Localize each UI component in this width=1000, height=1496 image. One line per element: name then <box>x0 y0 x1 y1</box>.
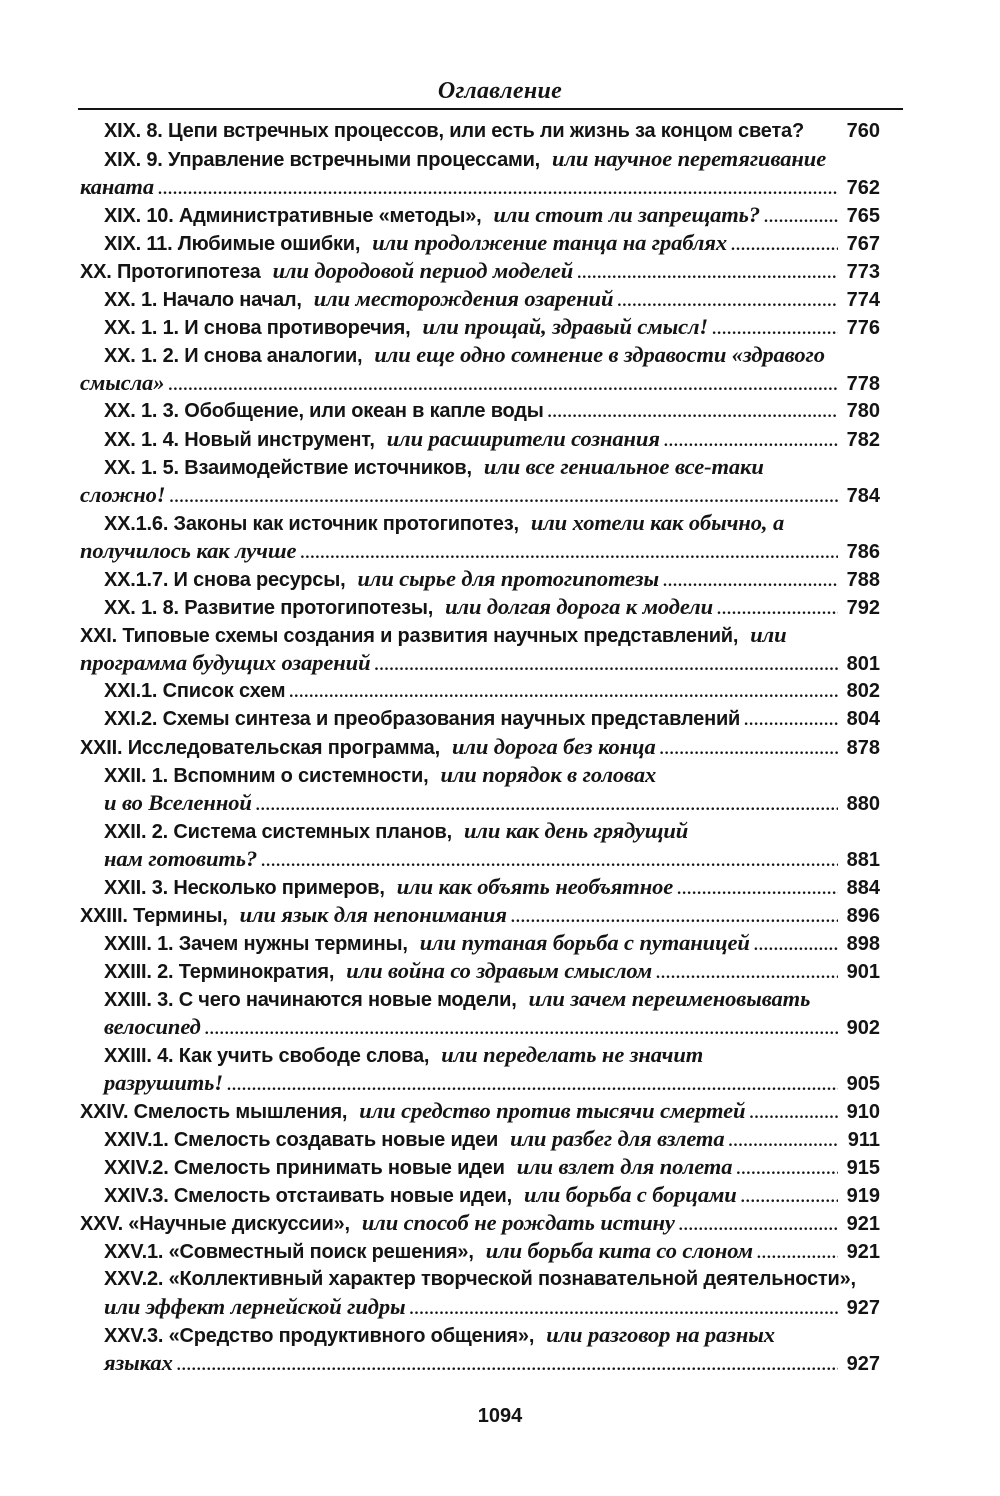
toc-page-number: 782 <box>846 429 880 451</box>
toc-entry-subtitle: или сырье для протогипотезы <box>357 566 659 591</box>
toc-page-number: 927 <box>846 1353 880 1375</box>
toc-entry-subtitle: или борьба кита со слоном <box>485 1238 753 1263</box>
dot-leader <box>679 1213 838 1239</box>
toc-entry <box>80 1210 880 1239</box>
toc-entry <box>80 538 880 567</box>
dot-leader <box>660 737 838 763</box>
toc-entry <box>104 286 880 315</box>
dot-leader <box>168 373 838 399</box>
toc-page-number: 784 <box>846 485 880 507</box>
dot-leader <box>757 1241 838 1267</box>
toc-entry-title: XX. 1. 8. Развитие протогипотезы, <box>104 597 434 619</box>
toc-entry <box>80 174 880 203</box>
dot-leader <box>158 177 838 203</box>
toc-entry-title: XXIV.2. Смелость принимать новые идеи <box>104 1157 505 1179</box>
page-number: 1094 <box>477 1405 523 1427</box>
toc-entry-subtitle: или язык для непонимания <box>239 902 507 927</box>
toc-page-number: 915 <box>846 1157 880 1179</box>
dot-leader <box>764 205 838 231</box>
toc-entry-subtitle: или зачем переименовывать <box>528 986 811 1011</box>
dot-leader <box>717 597 838 623</box>
toc-entry-subtitle: каната <box>80 174 154 199</box>
toc-entry-title: XIX. 8. Цепи встречных процессов, или есть ли жизнь за концом света? <box>104 120 804 142</box>
toc-entry-subtitle: нам готовить? <box>104 846 258 871</box>
running-title: Оглавление <box>437 78 563 104</box>
toc-page-number: 776 <box>846 317 880 339</box>
toc-entry-title: XXII. Исследовательская программа, <box>80 737 440 759</box>
dot-leader <box>261 849 838 875</box>
dot-leader <box>410 1297 838 1323</box>
toc-page-number: 919 <box>846 1185 880 1207</box>
toc-entry <box>104 1126 880 1155</box>
toc-page-number: 878 <box>846 737 880 759</box>
toc-entry <box>104 1238 880 1267</box>
toc-entry <box>104 1154 880 1183</box>
toc-entry-subtitle: и во Вселенной <box>104 790 252 815</box>
dot-leader <box>177 1353 838 1379</box>
toc-entry <box>104 510 880 537</box>
dot-leader <box>256 793 838 819</box>
toc-entry <box>80 734 880 763</box>
dot-leader <box>754 933 838 959</box>
dot-leader <box>300 541 838 567</box>
toc-entry-subtitle: сложно! <box>80 482 166 507</box>
toc-entry <box>80 650 880 679</box>
toc-entry-title: XX. 1. 4. Новый инструмент, <box>104 429 375 451</box>
toc-entry-subtitle: получилось как лучше <box>80 538 297 563</box>
dot-leader <box>577 261 838 287</box>
dot-leader <box>677 877 838 903</box>
toc-page-number: 773 <box>846 261 880 283</box>
toc-entry <box>104 930 880 959</box>
toc-entry <box>104 230 880 259</box>
toc-entry-title: XXV.2. «Коллективный характер творческой познавательной деятельности», <box>104 1268 856 1290</box>
toc-entry-title: XXI.2. Схемы синтеза и преобразования научных представлений <box>104 708 741 730</box>
toc-page-number: 880 <box>846 793 880 815</box>
toc-entry <box>104 454 880 481</box>
toc-entry-subtitle: или стоит ли запрещать? <box>493 202 760 227</box>
toc-entry-title: XXIII. Термины, <box>80 905 228 927</box>
toc-page-number: 801 <box>846 653 880 675</box>
toc-entry-subtitle: или долгая дорога к модели <box>445 594 713 619</box>
toc-entry-subtitle: или дородовой период моделей <box>272 258 574 283</box>
toc-entry-title: XX.1.7. И снова ресурсы, <box>104 569 346 591</box>
toc-entry-subtitle: или прощай, здравый смысл! <box>422 314 709 339</box>
toc-entry <box>104 1014 880 1043</box>
toc-entry-title: XXII. 3. Несколько примеров, <box>104 877 385 899</box>
toc-entry-title: XX. 1. 5. Взаимодействие источников, <box>104 457 472 479</box>
toc-entry <box>80 1098 880 1127</box>
toc-page-number: 902 <box>846 1017 880 1039</box>
toc-entry-subtitle: или еще одно сомнение в здравости «здравого <box>374 342 825 367</box>
dot-leader <box>744 708 838 734</box>
dot-leader <box>736 1157 838 1183</box>
dot-leader <box>227 1073 838 1099</box>
toc-entry <box>104 846 880 875</box>
toc-entry-title: XX.1.6. Законы как источник протогипотез, <box>104 513 519 535</box>
toc-entry-title: XXIV. Смелость мышления, <box>80 1101 348 1123</box>
toc-entry-title: XX. 1. 1. И снова противоречия, <box>104 317 411 339</box>
toc-entry-subtitle: или разговор на разных <box>546 1322 775 1347</box>
toc-entry-subtitle: разрушить! <box>104 1070 224 1095</box>
toc-entry <box>104 874 880 903</box>
toc-entry-title: XX. 1. 3. Обобщение, или океан в капле воды <box>104 400 544 422</box>
toc-entry <box>104 146 880 173</box>
toc-entry-title: XXIII. 2. Терминократия, <box>104 961 335 983</box>
toc-entry-subtitle: или эффект лернейской гидры <box>104 1294 406 1319</box>
toc-page-number: 910 <box>846 1101 880 1123</box>
toc-entry-subtitle: или путаная борьба с путаницей <box>419 930 750 955</box>
dot-leader <box>664 429 838 455</box>
toc-entry-title: XXI. Типовые схемы создания и развития научных представлений, <box>80 625 739 647</box>
toc-page-number: 921 <box>846 1213 880 1235</box>
toc-entry <box>104 566 880 595</box>
toc-page-number: 802 <box>846 680 880 702</box>
toc-entry <box>80 370 880 399</box>
dot-leader <box>169 485 838 511</box>
toc-entry-subtitle: или продолжение танца на граблях <box>372 230 727 255</box>
toc-entry-title: XIX. 10. Административные «методы», <box>104 205 482 227</box>
dot-leader <box>731 233 838 259</box>
toc-page-number: 804 <box>846 708 880 730</box>
toc-entry-subtitle: или дорога без конца <box>451 734 656 759</box>
toc-entry-subtitle: или борьба с борцами <box>523 1182 737 1207</box>
toc-entry-title: XXII. 2. Система системных планов, <box>104 821 452 843</box>
toc-page-number: 788 <box>846 569 880 591</box>
dot-leader <box>511 905 838 931</box>
toc-entry-subtitle: или взлет для полета <box>516 1154 733 1179</box>
toc-entry-title: XIX. 9. Управление встречными процессами, <box>104 149 541 171</box>
toc-entry <box>104 706 880 734</box>
toc-entry <box>104 1182 880 1211</box>
toc-entry-title: XXII. 1. Вспомним о системности, <box>104 765 429 787</box>
dot-leader <box>289 680 838 706</box>
toc-page-number: 901 <box>846 961 880 983</box>
toc-page-number: 905 <box>846 1073 880 1095</box>
toc-entry <box>104 342 880 369</box>
dot-leader <box>617 289 838 315</box>
toc-entry <box>104 1294 880 1323</box>
toc-entry-title: XX. 1. 2. И снова аналогии, <box>104 345 363 367</box>
toc-entry-subtitle: или расширители сознания <box>386 426 660 451</box>
toc-entry-subtitle: или научное перетягивание <box>552 146 827 171</box>
toc-page-number: 767 <box>846 233 880 255</box>
toc-entry <box>104 314 880 343</box>
toc-entry <box>104 594 880 623</box>
toc-entry-title: XXIII. 3. С чего начинаются новые модели, <box>104 989 517 1011</box>
toc-entry <box>104 202 880 231</box>
toc-entry <box>104 426 880 455</box>
toc-page-number: 774 <box>846 289 880 311</box>
toc-entry <box>80 482 880 511</box>
toc-entry-subtitle: велосипед <box>104 1014 201 1039</box>
toc-entry-title: XXIII. 4. Как учить свободе слова, <box>104 1045 430 1067</box>
toc-entry-title: XXV.3. «Средство продуктивного общения», <box>104 1325 535 1347</box>
toc-entry-title: XXIV.1. Смелость создавать новые идеи <box>104 1129 499 1151</box>
dot-leader <box>749 1101 838 1127</box>
toc-entry-subtitle: программа будущих озарений <box>80 650 371 675</box>
toc-entry <box>104 678 880 706</box>
toc-entry-title: XXV. «Научные дискуссии», <box>80 1213 350 1235</box>
toc-entry-subtitle: или переделать не значит <box>441 1042 704 1067</box>
toc-entry-title: XXIV.3. Смелость отстаивать новые идеи, <box>104 1185 512 1207</box>
toc-entry-subtitle: или средство против тысячи смертей <box>359 1098 746 1123</box>
toc-page-number: 898 <box>846 933 880 955</box>
toc-entry <box>104 818 880 845</box>
toc-entry <box>104 118 880 144</box>
toc-page-number: 927 <box>846 1297 880 1319</box>
toc-page-number: 884 <box>846 877 880 899</box>
toc-entry-subtitle: или война со здравым смыслом <box>346 958 653 983</box>
toc-entry-subtitle: или способ не рождать истину <box>361 1210 675 1235</box>
toc-entry-subtitle: или месторождения озарений <box>313 286 614 311</box>
dot-leader <box>205 1017 838 1043</box>
toc-page-number: 921 <box>846 1241 880 1263</box>
toc-page-number: 778 <box>846 373 880 395</box>
dot-leader <box>548 400 838 426</box>
toc-entry-subtitle: или как объять необъятное <box>396 874 674 899</box>
toc-page-number: 911 <box>847 1129 880 1151</box>
toc-page-number: 896 <box>846 905 880 927</box>
dot-leader <box>712 317 838 343</box>
toc-entry <box>104 986 880 1013</box>
toc-entry-title: XXV.1. «Совместный поиск решения», <box>104 1241 474 1263</box>
dot-leader <box>663 569 838 595</box>
toc-entry <box>104 1070 880 1099</box>
toc-page-number: 762 <box>846 177 880 199</box>
toc-entry <box>80 622 880 649</box>
toc-entry-title: XX. 1. Начало начал, <box>104 289 302 311</box>
toc-entry <box>104 762 880 789</box>
toc-entry-subtitle: или <box>750 622 787 647</box>
toc-page-number: 792 <box>846 597 880 619</box>
toc-entry-subtitle: или разбег для взлета <box>510 1126 725 1151</box>
toc-page-number: 760 <box>846 120 880 142</box>
toc-entry-subtitle: или все гениальное все-таки <box>483 454 764 479</box>
toc-entry-title: XIX. 11. Любимые ошибки, <box>104 233 361 255</box>
toc-entry-subtitle: языках <box>104 1350 173 1375</box>
toc-entry <box>104 1322 880 1349</box>
toc-entry-title: XXIII. 1. Зачем нужны термины, <box>104 933 408 955</box>
dot-leader <box>741 1185 838 1211</box>
toc-entry <box>104 398 880 426</box>
toc-entry <box>104 1266 880 1292</box>
toc-entry <box>104 958 880 987</box>
toc-page-number: 780 <box>846 400 880 422</box>
dot-leader <box>375 653 839 679</box>
toc-entry-subtitle: или как день грядущий <box>463 818 689 843</box>
toc-entry <box>80 258 880 287</box>
toc-entry-subtitle: или порядок в головах <box>440 762 657 787</box>
toc-entry-subtitle: смысла» <box>80 370 165 395</box>
toc-entry-title: XXI.1. Список схем <box>104 680 286 702</box>
toc-entry-subtitle: или хотели как обычно, а <box>530 510 785 535</box>
toc-page-number: 881 <box>846 849 880 871</box>
dot-leader <box>656 961 838 987</box>
toc-entry <box>104 1042 880 1069</box>
toc-entry <box>104 790 880 819</box>
toc-entry <box>80 902 880 931</box>
dot-leader <box>728 1129 838 1155</box>
toc-entry-title: XX. Протогипотеза <box>80 261 261 283</box>
toc-page-number: 786 <box>846 541 880 563</box>
toc-page-number: 765 <box>846 205 880 227</box>
toc-entry <box>104 1350 880 1379</box>
